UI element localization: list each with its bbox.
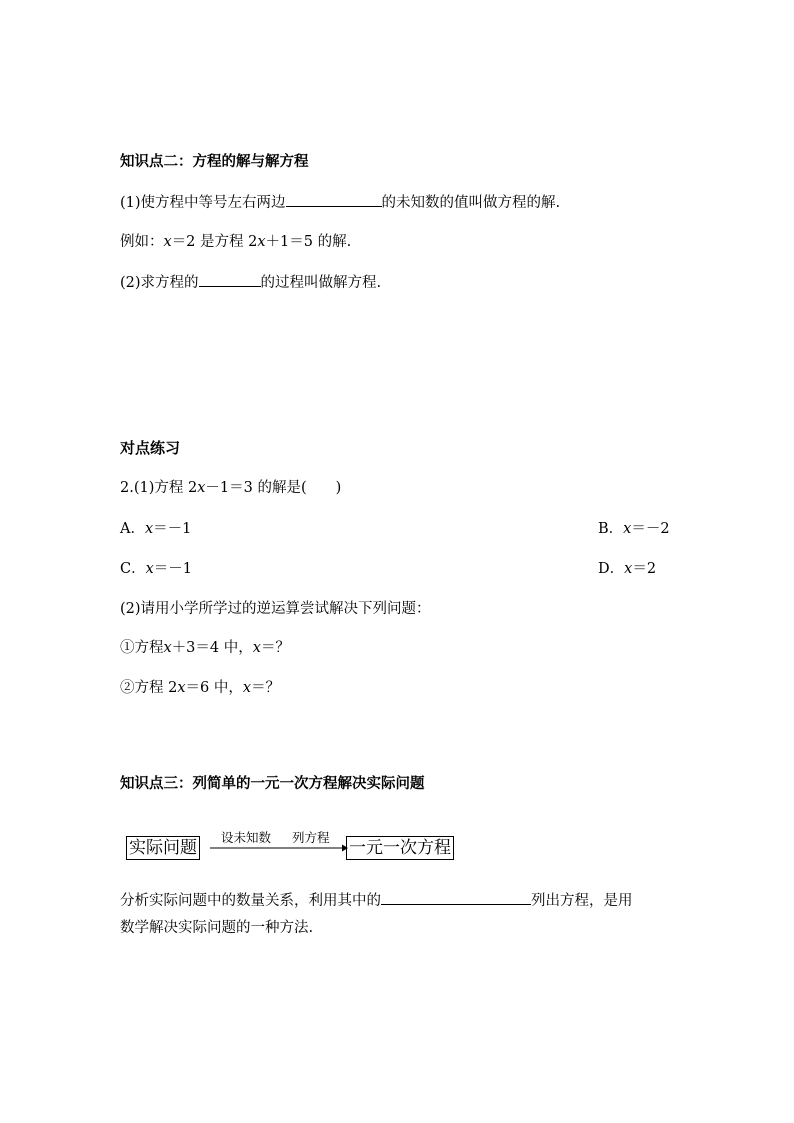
example-label: 例如： xyxy=(120,234,164,250)
var-x: x xyxy=(163,640,172,656)
var-x: x xyxy=(623,521,632,537)
kp2-example xyxy=(120,232,351,252)
box-linear-equation: 一元一次方程 xyxy=(346,836,454,860)
option-b-label: B． xyxy=(598,521,624,537)
kp3-text-1: 分析实际问题中的数量关系，利用其中的 xyxy=(120,893,381,909)
option-a[interactable] xyxy=(120,519,191,539)
arrow-label-form-equation: 列方程 xyxy=(292,830,330,845)
var-x: x xyxy=(177,680,186,696)
var-x: x xyxy=(163,234,172,250)
kp2-line3-suffix: 的过程叫做解方程. xyxy=(260,275,382,291)
kp2-line1-suffix: 的未知数的值叫做方程的解. xyxy=(381,195,561,211)
sub1-text-2: ＋3＝4 中， xyxy=(171,640,253,656)
var-x: x xyxy=(257,234,266,250)
section-title-practice: 对点练习 xyxy=(120,439,181,457)
sub1-text-1: ①方程 xyxy=(120,640,164,656)
question-2-2: (2)请用小学所学过的逆运算尝试解决下列问题： xyxy=(120,601,431,617)
question-2-1 xyxy=(120,478,341,498)
option-b[interactable] xyxy=(598,519,670,539)
option-d-value: ＝2 xyxy=(632,561,657,577)
var-x: x xyxy=(197,480,206,496)
fill-blank-1[interactable] xyxy=(286,192,382,207)
sub-question-2 xyxy=(120,678,280,698)
option-b-value: ＝－2 xyxy=(631,521,670,537)
flow-arrow-icon xyxy=(210,842,350,854)
sub1-text-3: ＝？ xyxy=(260,640,290,656)
sub2-text-1: ②方程 2 xyxy=(120,680,178,696)
var-x: x xyxy=(242,680,252,696)
section-title-kp2: 知识点二：方程的解与解方程 xyxy=(120,153,309,170)
option-a-value: ＝－1 xyxy=(153,521,192,537)
var-x: x xyxy=(145,561,154,577)
arrow-label-set-unknown: 设未知数 xyxy=(221,830,272,845)
var-x: x xyxy=(252,640,261,656)
kp2-line3 xyxy=(120,272,381,293)
option-c-label: C． xyxy=(120,561,146,577)
option-d[interactable] xyxy=(598,559,656,579)
fill-blank-2[interactable] xyxy=(199,272,261,287)
kp2-line1-prefix: (1)使方程中等号左右两边 xyxy=(120,195,286,211)
kp3-para-line1 xyxy=(120,890,633,911)
option-d-label: D． xyxy=(598,561,625,577)
example-text-2: ＋1＝5 的解. xyxy=(265,234,352,250)
sub2-text-3: ＝？ xyxy=(251,680,281,696)
kp3-para-line2: 数学解决实际问题的一种方法. xyxy=(120,920,314,936)
fill-blank-3[interactable] xyxy=(381,890,531,905)
var-x: x xyxy=(144,521,154,537)
sub-question-1 xyxy=(120,638,290,658)
kp3-text-2: 列出方程，是用 xyxy=(531,893,633,909)
option-c[interactable] xyxy=(120,559,192,579)
option-c-value: ＝－1 xyxy=(153,561,193,577)
section-title-kp3: 知识点三：列简单的一元一次方程解决实际问题 xyxy=(120,775,425,792)
question-text-2: －1＝3 的解是( ) xyxy=(205,480,342,496)
kp2-line1 xyxy=(120,192,560,213)
sub2-text-2: ＝6 中， xyxy=(185,680,243,696)
option-a-label: A． xyxy=(120,521,145,537)
example-text-1: ＝2 是方程 2 xyxy=(171,234,258,250)
question-text-1: 2.(1)方程 2 xyxy=(120,480,198,496)
kp2-line3-prefix: (2)求方程的 xyxy=(120,275,199,291)
box-real-problem: 实际问题 xyxy=(126,836,200,860)
var-x: x xyxy=(624,561,633,577)
